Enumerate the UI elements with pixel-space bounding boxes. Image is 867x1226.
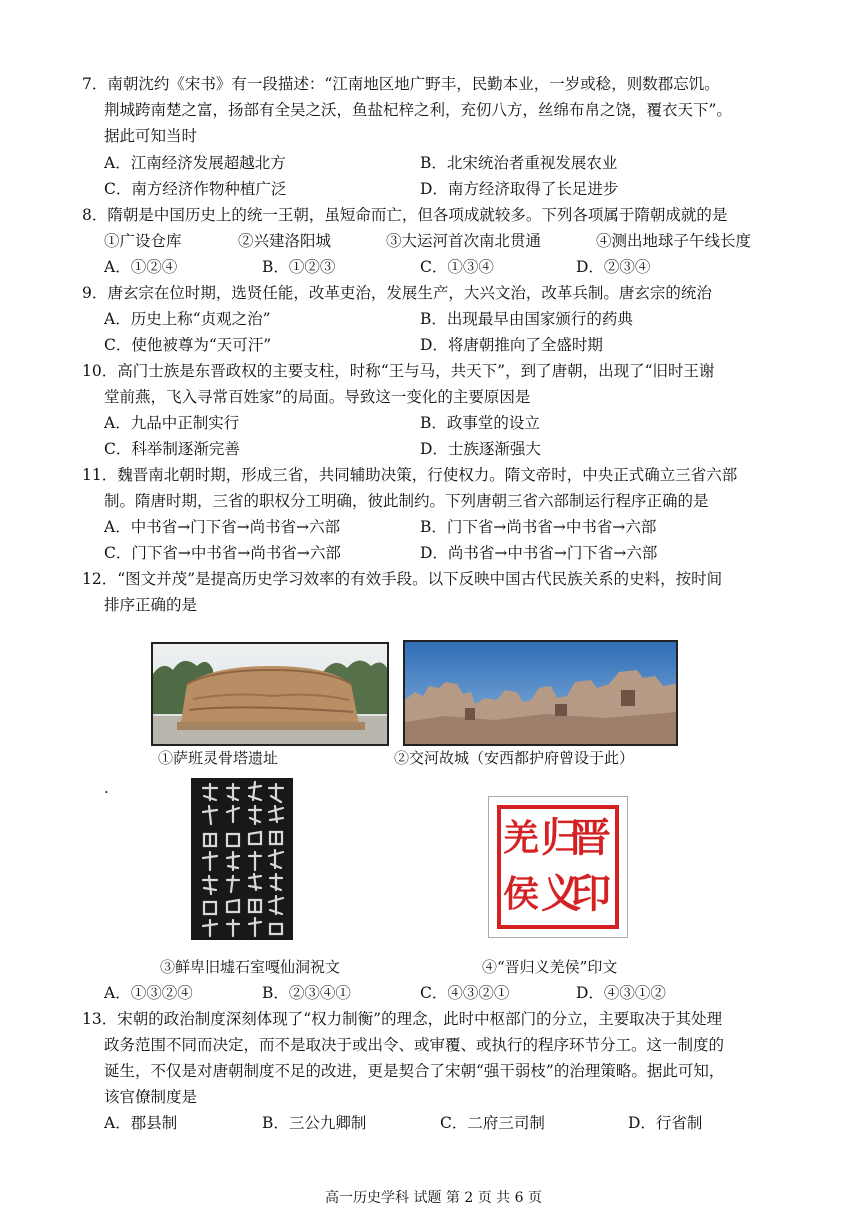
q12-stem-line-2: 排序正确的是: [104, 596, 198, 614]
q7-stem-line-3: 据此可知当时: [104, 127, 198, 145]
q12-option-b: B．②③④①: [262, 984, 351, 1002]
photo-sakya-stupa-ruins: [151, 642, 389, 746]
q9-option-a: A．历史上称“贞观之治”: [104, 310, 271, 328]
q13-stem-line-3: 诞生，不仅是对唐朝制度不足的改进，更是契合了宋朝“强干弱枝”的治理策略。据此可知，: [104, 1062, 725, 1080]
q9-option-d: D．将唐朝推向了全盛时期: [420, 336, 603, 354]
seal-char-2: 归: [541, 814, 581, 861]
seal-char-5: 侯: [503, 873, 540, 915]
seal-char-6: 印: [571, 870, 611, 917]
q8-item-2: ②兴建洛阳城: [238, 232, 332, 250]
q13-option-d: D．行省制: [628, 1114, 703, 1132]
seal-char-1: 晋: [571, 814, 611, 861]
q8-option-a: A．①②④: [104, 258, 178, 276]
caption-photo-3: ③鲜卑旧墟石室嘎仙洞祝文: [160, 958, 341, 976]
q11-option-a: A．中书省→门下省→尚书省→六部: [104, 518, 341, 536]
q8-option-d: D．②③④: [576, 258, 651, 276]
q8-item-4: ④测出地球子午线长度: [596, 232, 752, 250]
stray-dot: .: [104, 779, 109, 797]
q9-option-c: C．使他被尊为“天可汗”: [104, 336, 272, 354]
caption-photo-4: ④“晋归义羌侯”印文: [482, 958, 618, 976]
caption-photo-1: ①萨班灵骨塔遗址: [158, 749, 279, 767]
q13-stem-line-2: 政务范围不同而决定，而不是取决于或出令、或审覆、或执行的程序环节分工。这一制度的: [104, 1036, 725, 1054]
q11-option-d: D．尚书省→中书省→门下省→六部: [420, 544, 658, 562]
q11-stem-line-1: 11．魏晋南北朝时期，形成三省，共同辅助决策，行使权力。隋文帝时，中央正式确立三省六部: [82, 466, 738, 484]
seal-char-3: 义: [541, 870, 581, 917]
q12-option-c: C．④③②①: [420, 984, 510, 1002]
q11-option-b: B．门下省→尚书省→中书省→六部: [420, 518, 657, 536]
q10-stem-line-1: 10．高门士族是东晋政权的主要支柱，时称“王与马，共天下”，到了唐朝，出现了“旧时王谢: [82, 362, 715, 380]
q10-option-c: C．科举制逐渐完善: [104, 440, 240, 458]
photo-seal-impression: [488, 796, 628, 938]
caption-photo-2: ②交河故城（安西都护府曾设于此）: [394, 749, 635, 767]
q11-stem-line-2: 制。隋唐时期，三省的职权分工明确，彼此制约。下列唐朝三省六部制运行程序正确的是: [104, 492, 709, 510]
q7-stem-line-1: 7．南朝沈约《宋书》有一段描述：“江南地区地广野丰，民勤本业，一岁或稔，则数郡忘饥。: [82, 75, 720, 93]
q7-option-d: D．南方经济取得了长足进步: [420, 180, 619, 198]
q13-option-a: A．郡县制: [104, 1114, 178, 1132]
q7-option-b: B．北宋统治者重视发展农业: [420, 154, 618, 172]
q9-option-b: B．出现最早由国家颁行的药典: [420, 310, 633, 328]
seal-char-4: 羌: [503, 817, 540, 859]
q7-option-c: C．南方经济作物种植广泛: [104, 180, 287, 198]
q9-stem-line-1: 9．唐玄宗在位时期，选贤任能，改革吏治，发展生产，大兴文治，改革兵制。唐玄宗的统治: [82, 284, 712, 302]
q13-option-c: C．二府三司制: [440, 1114, 545, 1132]
q13-stem-line-1: 13．宋朝的政治制度深刻体现了“权力制衡”的理念，此时中枢部门的分立，主要取决于其处理: [82, 1010, 723, 1028]
q10-option-b: B．政事堂的设立: [420, 414, 540, 432]
q10-stem-line-2: 堂前燕，飞入寻常百姓家”的局面。导致这一变化的主要原因是: [104, 388, 531, 406]
seal-stamp: [497, 805, 619, 929]
q7-stem-line-2: 荆城跨南楚之富，扬部有全吴之沃，鱼盐杞梓之利，充仞八方，丝绵布帛之饶，覆衣天下”。: [104, 101, 732, 119]
q7-option-a: A．江南经济发展超越北方: [104, 154, 286, 172]
q12-stem-line-1: 12．“图文并茂”是提高历史学习效率的有效手段。以下反映中国古代民族关系的史料，按时间: [82, 570, 723, 588]
q8-stem-line-1: 8．隋朝是中国历史上的统一王朝，虽短命而亡，但各项成就较多。下列各项属于隋朝成就的是: [82, 206, 728, 224]
q10-option-a: A．九品中正制实行: [104, 414, 240, 432]
q10-option-d: D．士族逐渐强大: [420, 440, 541, 458]
q8-item-3: ③大运河首次南北贯通: [386, 232, 542, 250]
q8-option-c: C．①③④: [420, 258, 494, 276]
q8-item-1: ①广设仓库: [104, 232, 182, 250]
q13-stem-line-4: 该官僚制度是: [104, 1088, 198, 1106]
photo-jiaohe-ancient-city: [403, 640, 678, 746]
q12-option-a: A．①③②④: [104, 984, 193, 1002]
page-footer: 高一历史学科 试题 第 2 页 共 6 页: [325, 1190, 542, 1206]
q11-option-c: C．门下省→中书省→尚书省→六部: [104, 544, 341, 562]
photo-gaxian-cave-inscription: [191, 778, 293, 940]
q13-option-b: B．三公九卿制: [262, 1114, 367, 1132]
q12-option-d: D．④③①②: [576, 984, 666, 1002]
q8-option-b: B．①②③: [262, 258, 336, 276]
